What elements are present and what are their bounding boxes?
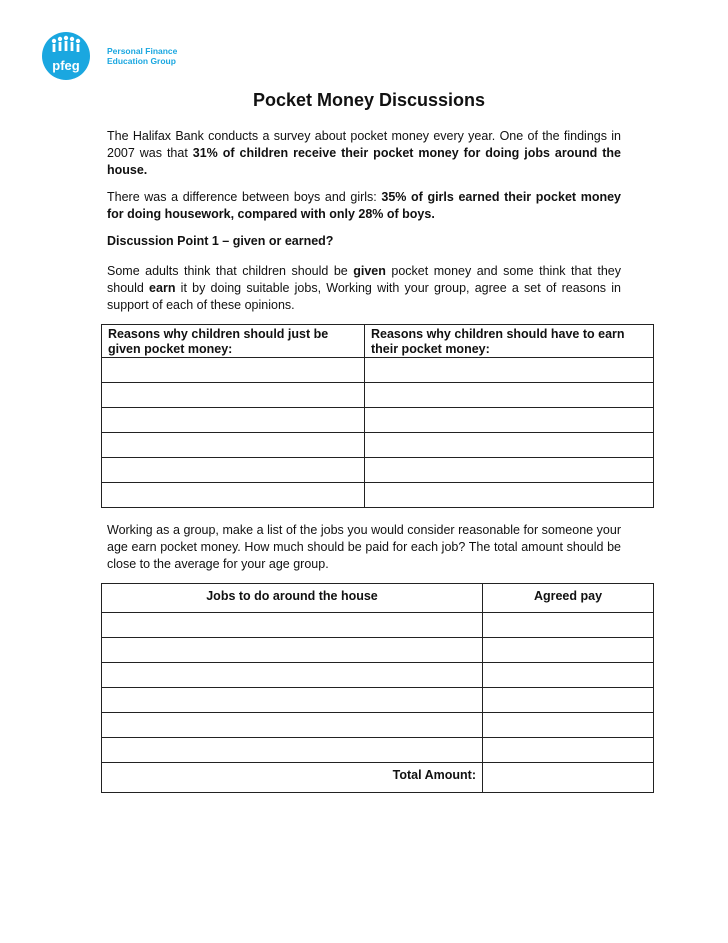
table-row bbox=[102, 638, 654, 663]
opinions-paragraph bbox=[107, 263, 621, 314]
jobs-header: Jobs to do around the house bbox=[102, 584, 483, 613]
logo-text bbox=[107, 46, 177, 66]
svg-text:pfeg: pfeg bbox=[52, 58, 80, 73]
job-cell[interactable] bbox=[102, 613, 483, 638]
intro-paragraph bbox=[107, 128, 621, 179]
reasons-earn-header: Reasons why children should have to earn their pocket money: bbox=[365, 325, 654, 358]
pay-cell[interactable] bbox=[483, 613, 654, 638]
pay-cell[interactable] bbox=[483, 738, 654, 763]
discussion-point-text: Discussion Point 1 – given or earned? bbox=[107, 234, 334, 248]
pay-cell[interactable] bbox=[483, 663, 654, 688]
table-row bbox=[102, 613, 654, 638]
intro-text: The Halifax Bank conducts a survey about pocket money every year. One of the findings in 2007 was that bbox=[107, 129, 621, 160]
reasons-given-cell[interactable] bbox=[102, 358, 365, 383]
reasons-given-cell[interactable] bbox=[102, 408, 365, 433]
table-row bbox=[102, 458, 654, 483]
table-row bbox=[102, 408, 654, 433]
reasons-header-row bbox=[102, 325, 654, 358]
reasons-given-header: Reasons why children should just be given pocket money: bbox=[102, 325, 365, 358]
jobs-intro-paragraph: Working as a group, make a list of the jobs you would consider reasonable for someone your age earn pocket money. How much should be paid for each job? The total amount should be close to the average for your age group. bbox=[107, 523, 621, 571]
job-cell[interactable] bbox=[102, 638, 483, 663]
reasons-given-cell[interactable] bbox=[102, 458, 365, 483]
reasons-earn-cell[interactable] bbox=[365, 408, 654, 433]
jobs-table bbox=[101, 583, 654, 793]
pay-cell[interactable] bbox=[483, 713, 654, 738]
reasons-given-cell[interactable] bbox=[102, 433, 365, 458]
agreed-pay-header: Agreed pay bbox=[483, 584, 654, 613]
total-row bbox=[102, 763, 654, 793]
opinions-text-1: Some adults think that children should be bbox=[107, 264, 354, 278]
difference-bold: 35% of girls earned their pocket money for doing housework, compared with only 28% of boys. bbox=[107, 190, 621, 221]
table-row bbox=[102, 663, 654, 688]
job-cell[interactable] bbox=[102, 663, 483, 688]
reasons-earn-cell[interactable] bbox=[365, 383, 654, 408]
opinions-text-3: it by doing suitable jobs, Working with your group, agree a set of reasons in support of each of these opinions. bbox=[107, 281, 621, 312]
logo-line-1: Personal Finance bbox=[107, 46, 178, 56]
difference-text: There was a difference between boys and girls: bbox=[107, 190, 382, 204]
table-row bbox=[102, 483, 654, 508]
reasons-table bbox=[101, 324, 654, 508]
opinions-earn: earn bbox=[149, 281, 176, 295]
discussion-point bbox=[107, 233, 621, 250]
job-cell[interactable] bbox=[102, 713, 483, 738]
table-row bbox=[102, 688, 654, 713]
table-row bbox=[102, 738, 654, 763]
total-amount-cell[interactable] bbox=[483, 763, 654, 793]
pay-cell[interactable] bbox=[483, 638, 654, 663]
table-row bbox=[102, 358, 654, 383]
logo-line-2: Education Group bbox=[107, 56, 176, 66]
page-title: Pocket Money Discussions bbox=[252, 90, 486, 110]
job-cell[interactable] bbox=[102, 688, 483, 713]
reasons-earn-cell[interactable] bbox=[365, 458, 654, 483]
difference-paragraph bbox=[107, 189, 621, 223]
table-row bbox=[102, 713, 654, 738]
reasons-earn-cell[interactable] bbox=[365, 483, 654, 508]
table-row bbox=[102, 383, 654, 408]
total-amount-label: Total Amount: bbox=[102, 763, 483, 793]
intro-bold: 31% of children receive their pocket money for doing jobs around the house. bbox=[107, 146, 621, 177]
reasons-given-cell[interactable] bbox=[102, 383, 365, 408]
reasons-earn-cell[interactable] bbox=[365, 358, 654, 383]
reasons-given-cell[interactable] bbox=[102, 483, 365, 508]
opinions-text-2: pocket money and some think that they should bbox=[107, 264, 621, 295]
table-row bbox=[102, 433, 654, 458]
pay-cell[interactable] bbox=[483, 688, 654, 713]
pfeg-logo-icon bbox=[40, 30, 110, 80]
jobs-header-row bbox=[102, 584, 654, 613]
reasons-earn-cell[interactable] bbox=[365, 433, 654, 458]
job-cell[interactable] bbox=[102, 738, 483, 763]
opinions-given: given bbox=[353, 264, 386, 278]
